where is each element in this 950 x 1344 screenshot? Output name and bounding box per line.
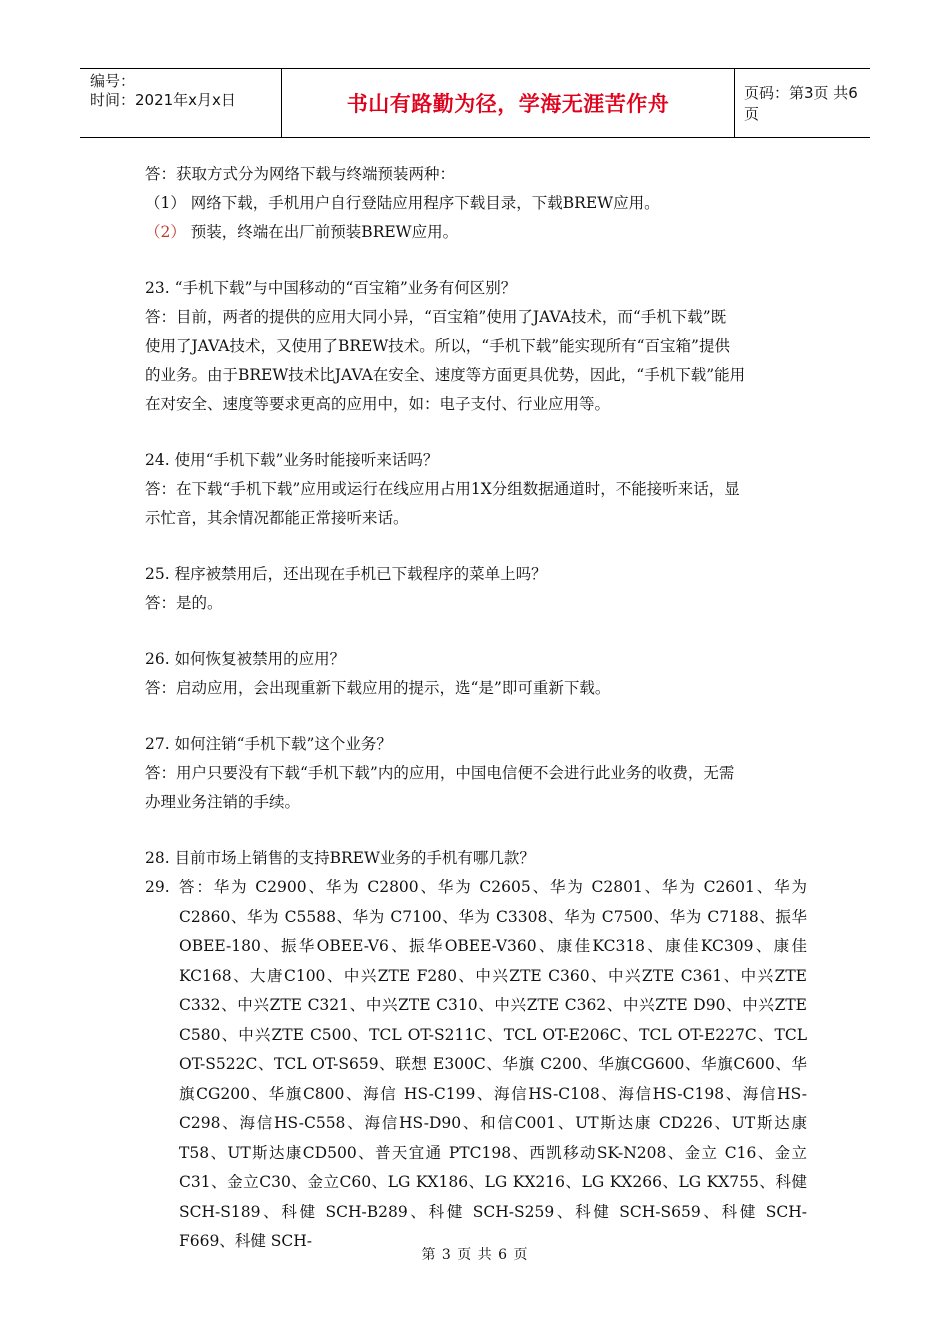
question-27: 27. 如何注销“手机下载”这个业务？ [145,735,392,753]
answer-22-item-1: （1） 网络下载，手机用户自行登陆应用程序下载目录，下载BREW应用。 [145,194,660,212]
page-footer: 第 3 页 共 6 页 [421,1247,529,1263]
answer-24-line-1: 答：在下载“手机下载”应用或运行在线应用占用1X分组数据通道时，不能接听来话，显 [145,480,740,498]
answer-25: 答：是的。 [145,594,223,612]
document-date: 时间：2021年x月x日 [90,91,236,109]
question-24: 24. 使用“手机下载”业务时能接听来话吗？ [145,451,439,469]
question-23: 23. “手机下载”与中国移动的“百宝箱”业务有何区别？ [145,279,517,297]
header-page-number: 页码：第3页 共6页 [744,84,858,123]
document-number: 编号： [90,72,136,90]
header-meta [80,69,282,137]
header-motto: 书山有路勤为径，学海无涯苦作舟 [282,69,735,137]
item-2-text: 预装，终端在出厂前预装BREW应用。 [185,223,459,241]
phone-model-list: 答：华为 C2900、华为 C2800、华为 C2605、华为 C2801、华为 C2601、华为C2860、华为 C5588、华为 C7100、华为 C3308、华为 C7500、华为 C7188、振华 OBEE-180、振华OBEE-V6、振华OBEE-V360、康佳KC318、康佳KC309、康佳KC168、大唐C100、中兴ZTE F280、中兴ZTE C360、中兴ZTE C361、中兴ZTE C332、中兴ZTE C321、中兴ZTE C310、中兴ZTE C362、中兴ZTE D90、中兴ZTE C580、中兴ZTE C500、TCL OT-S211C、TCL OT-E206C、TCL OT-E227C、TCL OT-S522C、TCL OT-S659、联想 E300C、华旗 C200、华旗CG600、华旗C600、华旗CG200、华旗C800、海信 HS-C199、海信HS-C108、海信HS-C198、海信HS-C298、海信HS-C558、海信HS-D90、和信C001、UT斯达康 CD226、UT斯达康T58、UT斯达康CD500、普天宜通 PTC198、西凯移动SK-N208、金立 C16、金立C31、金立C30、金立C60、LG KX186、LG KX216、LG KX266、LG KX755、科健SCH-S189、科健 SCH-B289、科健 SCH-S259、科健 SCH-S659、科健 SCH-F669、科健 SCH- [179,878,807,1250]
answer-26: 答：启动应用，会出现重新下载应用的提示，选“是”即可重新下载。 [145,679,611,697]
answer-24-line-2: 示忙音，其余情况都能正常接听来话。 [145,509,409,527]
answer-23-line-2: 使用了JAVA技术，又使用了BREW技术。所以，“手机下载”能实现所有“百宝箱”提供 [145,337,730,355]
answer-29 [145,873,807,1257]
answer-27-line-2: 办理业务注销的手续。 [145,793,301,811]
question-25: 25. 程序被禁用后，还出现在手机已下载程序的菜单上吗？ [145,565,547,583]
page-header [80,68,870,138]
answer-27-line-1: 答：用户只要没有下载“手机下载”内的应用，中国电信便不会进行此业务的收费，无需 [145,764,735,782]
question-26: 26. 如何恢复被禁用的应用？ [145,650,346,668]
answer-22: 答：获取方式分为网络下载与终端预装两种： [145,165,456,183]
answer-22-item-2 [145,218,807,247]
question-28: 28. 目前市场上销售的支持BREW业务的手机有哪几款？ [145,849,535,867]
answer-23-line-1: 答：目前，两者的提供的应用大同小异，“百宝箱”使用了JAVA技术，而“手机下载”既 [145,308,727,326]
document-body [145,160,807,1257]
answer-23-line-4: 在对安全、速度等要求更高的应用中，如：电子支付、行业应用等。 [145,395,611,413]
item-29-number: 29. [145,878,170,896]
item-2-number: （2） [145,223,186,241]
answer-23-line-3: 的业务。由于BREW技术比JAVA在安全、速度等方面更具优势，因此，“手机下载”能用 [145,366,746,384]
